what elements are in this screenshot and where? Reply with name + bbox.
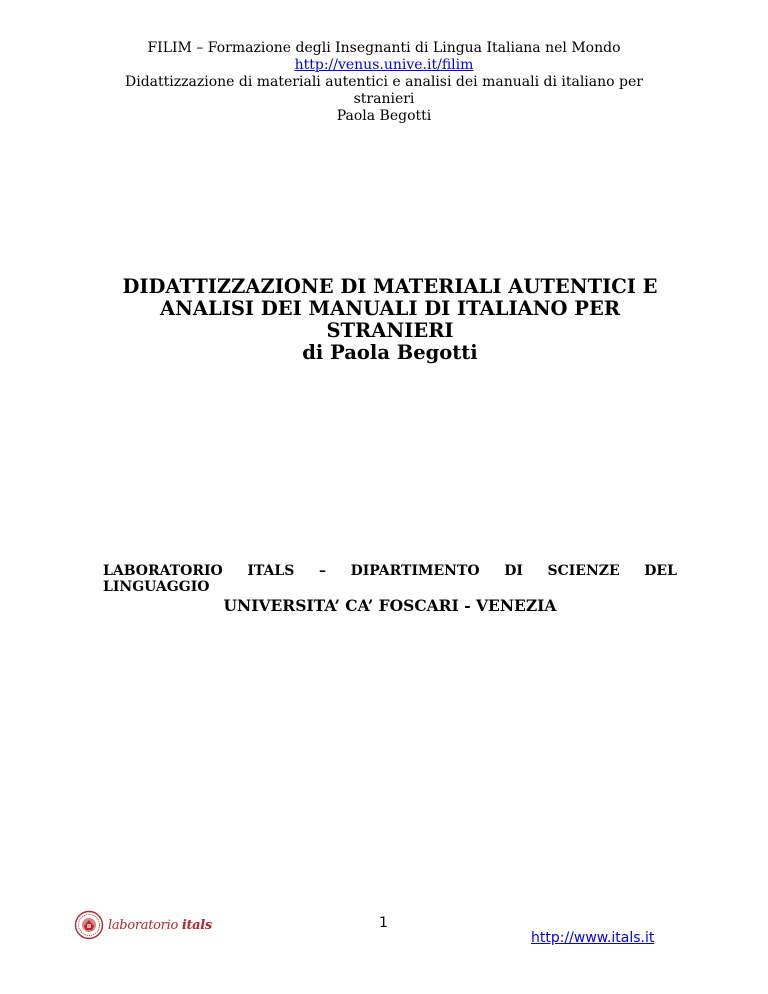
logo-text-itals: itals: [181, 917, 212, 933]
header-document-title-line2: stranieri: [353, 91, 415, 107]
title-line-2: ANALISI DEI MANUALI DI ITALIANO PER: [159, 297, 621, 320]
seal-icon: [74, 910, 104, 940]
logo-wordmark: [108, 918, 212, 933]
affiliation-word: SCIENZE: [547, 563, 620, 579]
affiliation-word: ITALS: [247, 563, 295, 579]
affiliation-word: –: [318, 563, 326, 579]
document-title: [100, 276, 680, 364]
title-line-1: DIDATTIZZAZIONE DI MATERIALI AUTENTICI E: [122, 275, 658, 298]
affiliation-word: DIPARTIMENTO: [350, 563, 480, 579]
affiliation-line-1: [103, 563, 677, 579]
university-name: UNIVERSITA’ CA’ FOSCARI - VENEZIA: [223, 596, 557, 615]
title-line-3: STRANIERI: [326, 319, 454, 342]
header-author: Paola Begotti: [336, 108, 432, 124]
affiliation-line-2: LINGUAGGIO: [103, 579, 210, 595]
laboratorio-itals-logo: [74, 909, 214, 941]
affiliation-word: DI: [504, 563, 523, 579]
logo-text-laboratorio: laboratorio: [108, 917, 182, 933]
affiliation-word: DEL: [644, 563, 677, 579]
header-course-title: FILIM – Formazione degli Insegnanti di Lingua Italiana nel Mondo: [147, 40, 621, 56]
affiliation-word: LABORATORIO: [103, 563, 223, 579]
page-number: 1: [379, 915, 388, 931]
header-document-title-line1: Didattizzazione di materiali autentici e analisi dei manuali di italiano per: [125, 74, 643, 90]
affiliation-block: [103, 563, 677, 595]
footer-website-link[interactable]: http://www.itals.it: [531, 930, 655, 946]
title-author: di Paola Begotti: [302, 341, 478, 364]
header-course-link[interactable]: http://venus.unive.it/filim: [294, 57, 474, 73]
running-header: [90, 40, 678, 125]
